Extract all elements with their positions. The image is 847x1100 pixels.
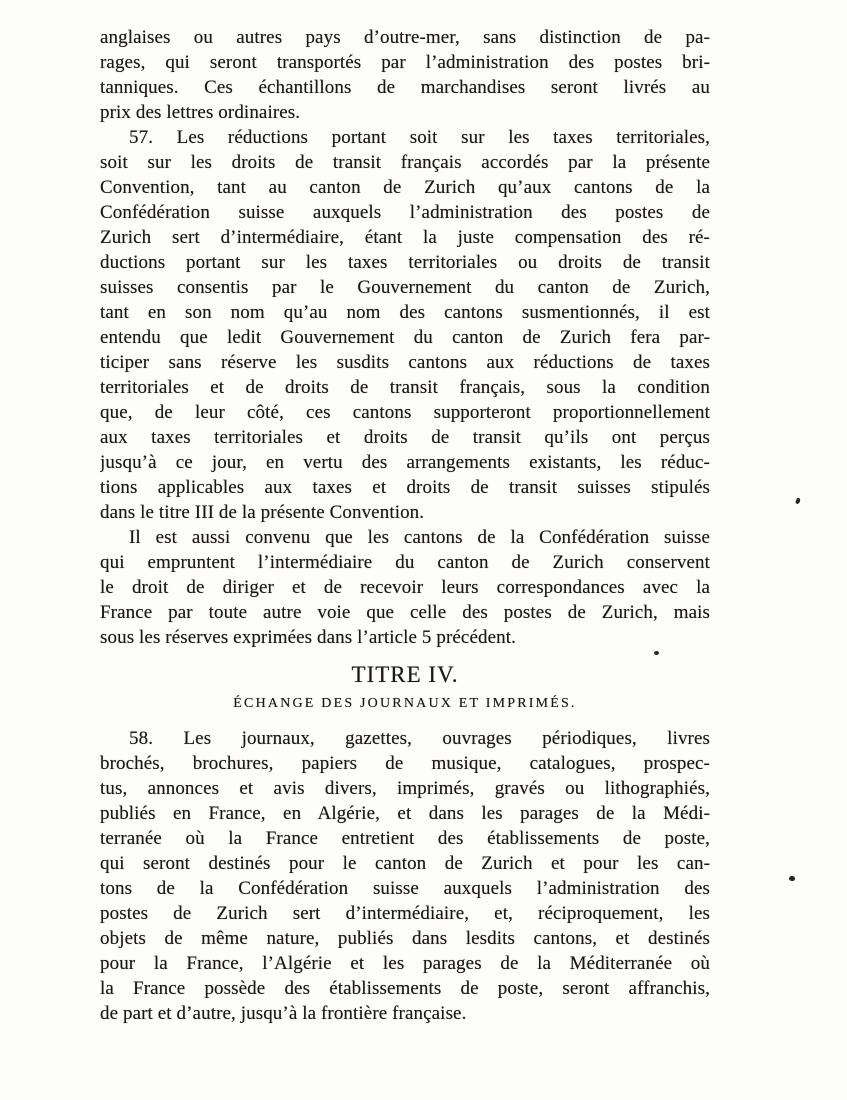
text-line: objets de même nature, publiés dans lesdits cantons, et destinés <box>100 928 710 949</box>
text-line: prix des lettres ordinaires. <box>100 102 301 123</box>
text-line: qui empruntent l’intermédiaire du canton de Zurich conservent <box>100 552 710 573</box>
text-line: Il est aussi convenu que les cantons de la Confédération suisse <box>129 527 710 548</box>
text-line: ductions portant sur les taxes territoriales ou droits de transit <box>100 252 710 273</box>
section-title: TITRE IV. <box>351 662 459 687</box>
text-line: suisses consentis par le Gouvernement du canton de Zurich, <box>100 277 710 298</box>
text-line: brochés, brochures, papiers de musique, catalogues, prospec- <box>100 753 710 774</box>
section-heading <box>100 662 710 713</box>
text-line: dans le titre III de la présente Convention. <box>100 502 425 523</box>
section-subtitle: ÉCHANGE DES JOURNAUX ET IMPRIMÉS. <box>233 696 577 711</box>
text-line: la France possède des établissements de poste, seront affranchis, <box>100 978 710 999</box>
text-line: ticiper sans réserve les susdits cantons aux réductions de taxes <box>100 352 710 373</box>
page-text <box>100 25 710 1026</box>
scan-speck <box>795 498 801 505</box>
text-line: rages, qui seront transportés par l’administration des postes bri- <box>100 52 710 73</box>
text-line: 58. Les journaux, gazettes, ouvrages périodiques, livres <box>129 728 710 749</box>
paragraph <box>100 25 710 125</box>
text-line: terranée où la France entretient des établissements de poste, <box>100 828 710 849</box>
text-line: entendu que ledit Gouvernement du canton de Zurich fera par- <box>100 327 710 348</box>
paragraph <box>100 726 710 1026</box>
scan-speck <box>654 651 659 655</box>
text-line: que, de leur côté, ces cantons supporteront proportionnellement <box>100 402 710 423</box>
text-line: Confédération suisse auxquels l’administration des postes de <box>100 202 710 223</box>
text-line: tons de la Confédération suisse auxquels l’administration des <box>100 878 710 899</box>
text-line: tions applicables aux taxes et droits de transit suisses stipulés <box>100 477 710 498</box>
scan-speck <box>789 876 795 881</box>
text-line: pour la France, l’Algérie et les parages de la Méditerranée où <box>100 953 710 974</box>
text-line: Zurich sert d’intermédiaire, étant la juste compensation des ré- <box>100 227 710 248</box>
text-line: publiés en France, en Algérie, et dans les parages de la Médi- <box>100 803 710 824</box>
text-line: postes de Zurich sert d’intermédiaire, et, réciproquement, les <box>100 903 710 924</box>
text-line: tus, annonces et avis divers, imprimés, gravés ou lithographiés, <box>100 778 710 799</box>
text-line: le droit de diriger et de recevoir leurs correspondances avec la <box>100 577 710 598</box>
text-line: soit sur les droits de transit français accordés par la présente <box>100 152 710 173</box>
text-line: jusqu’à ce jour, en vertu des arrangements existants, les réduc- <box>100 452 710 473</box>
text-line: sous les réserves exprimées dans l’article 5 précédent. <box>100 627 516 648</box>
text-line: aux taxes territoriales et droits de transit qu’ils ont perçus <box>100 427 710 448</box>
text-line: tant en son nom qu’au nom des cantons susmentionnés, il est <box>100 302 710 323</box>
paragraph <box>100 125 710 525</box>
text-line: tanniques. Ces échantillons de marchandises seront livrés au <box>100 77 710 98</box>
text-line: de part et d’autre, jusqu’à la frontière française. <box>100 1003 467 1024</box>
text-line: France par toute autre voie que celle des postes de Zurich, mais <box>100 602 710 623</box>
paragraph <box>100 525 710 650</box>
text-line: anglaises ou autres pays d’outre-mer, sans distinction de pa- <box>100 27 710 48</box>
text-line: 57. Les réductions portant soit sur les taxes territoriales, <box>129 127 710 148</box>
text-line: Convention, tant au canton de Zurich qu’aux cantons de la <box>100 177 710 198</box>
text-line: qui seront destinés pour le canton de Zurich et pour les can- <box>100 853 710 874</box>
text-line: territoriales et de droits de transit français, sous la condition <box>100 377 710 398</box>
